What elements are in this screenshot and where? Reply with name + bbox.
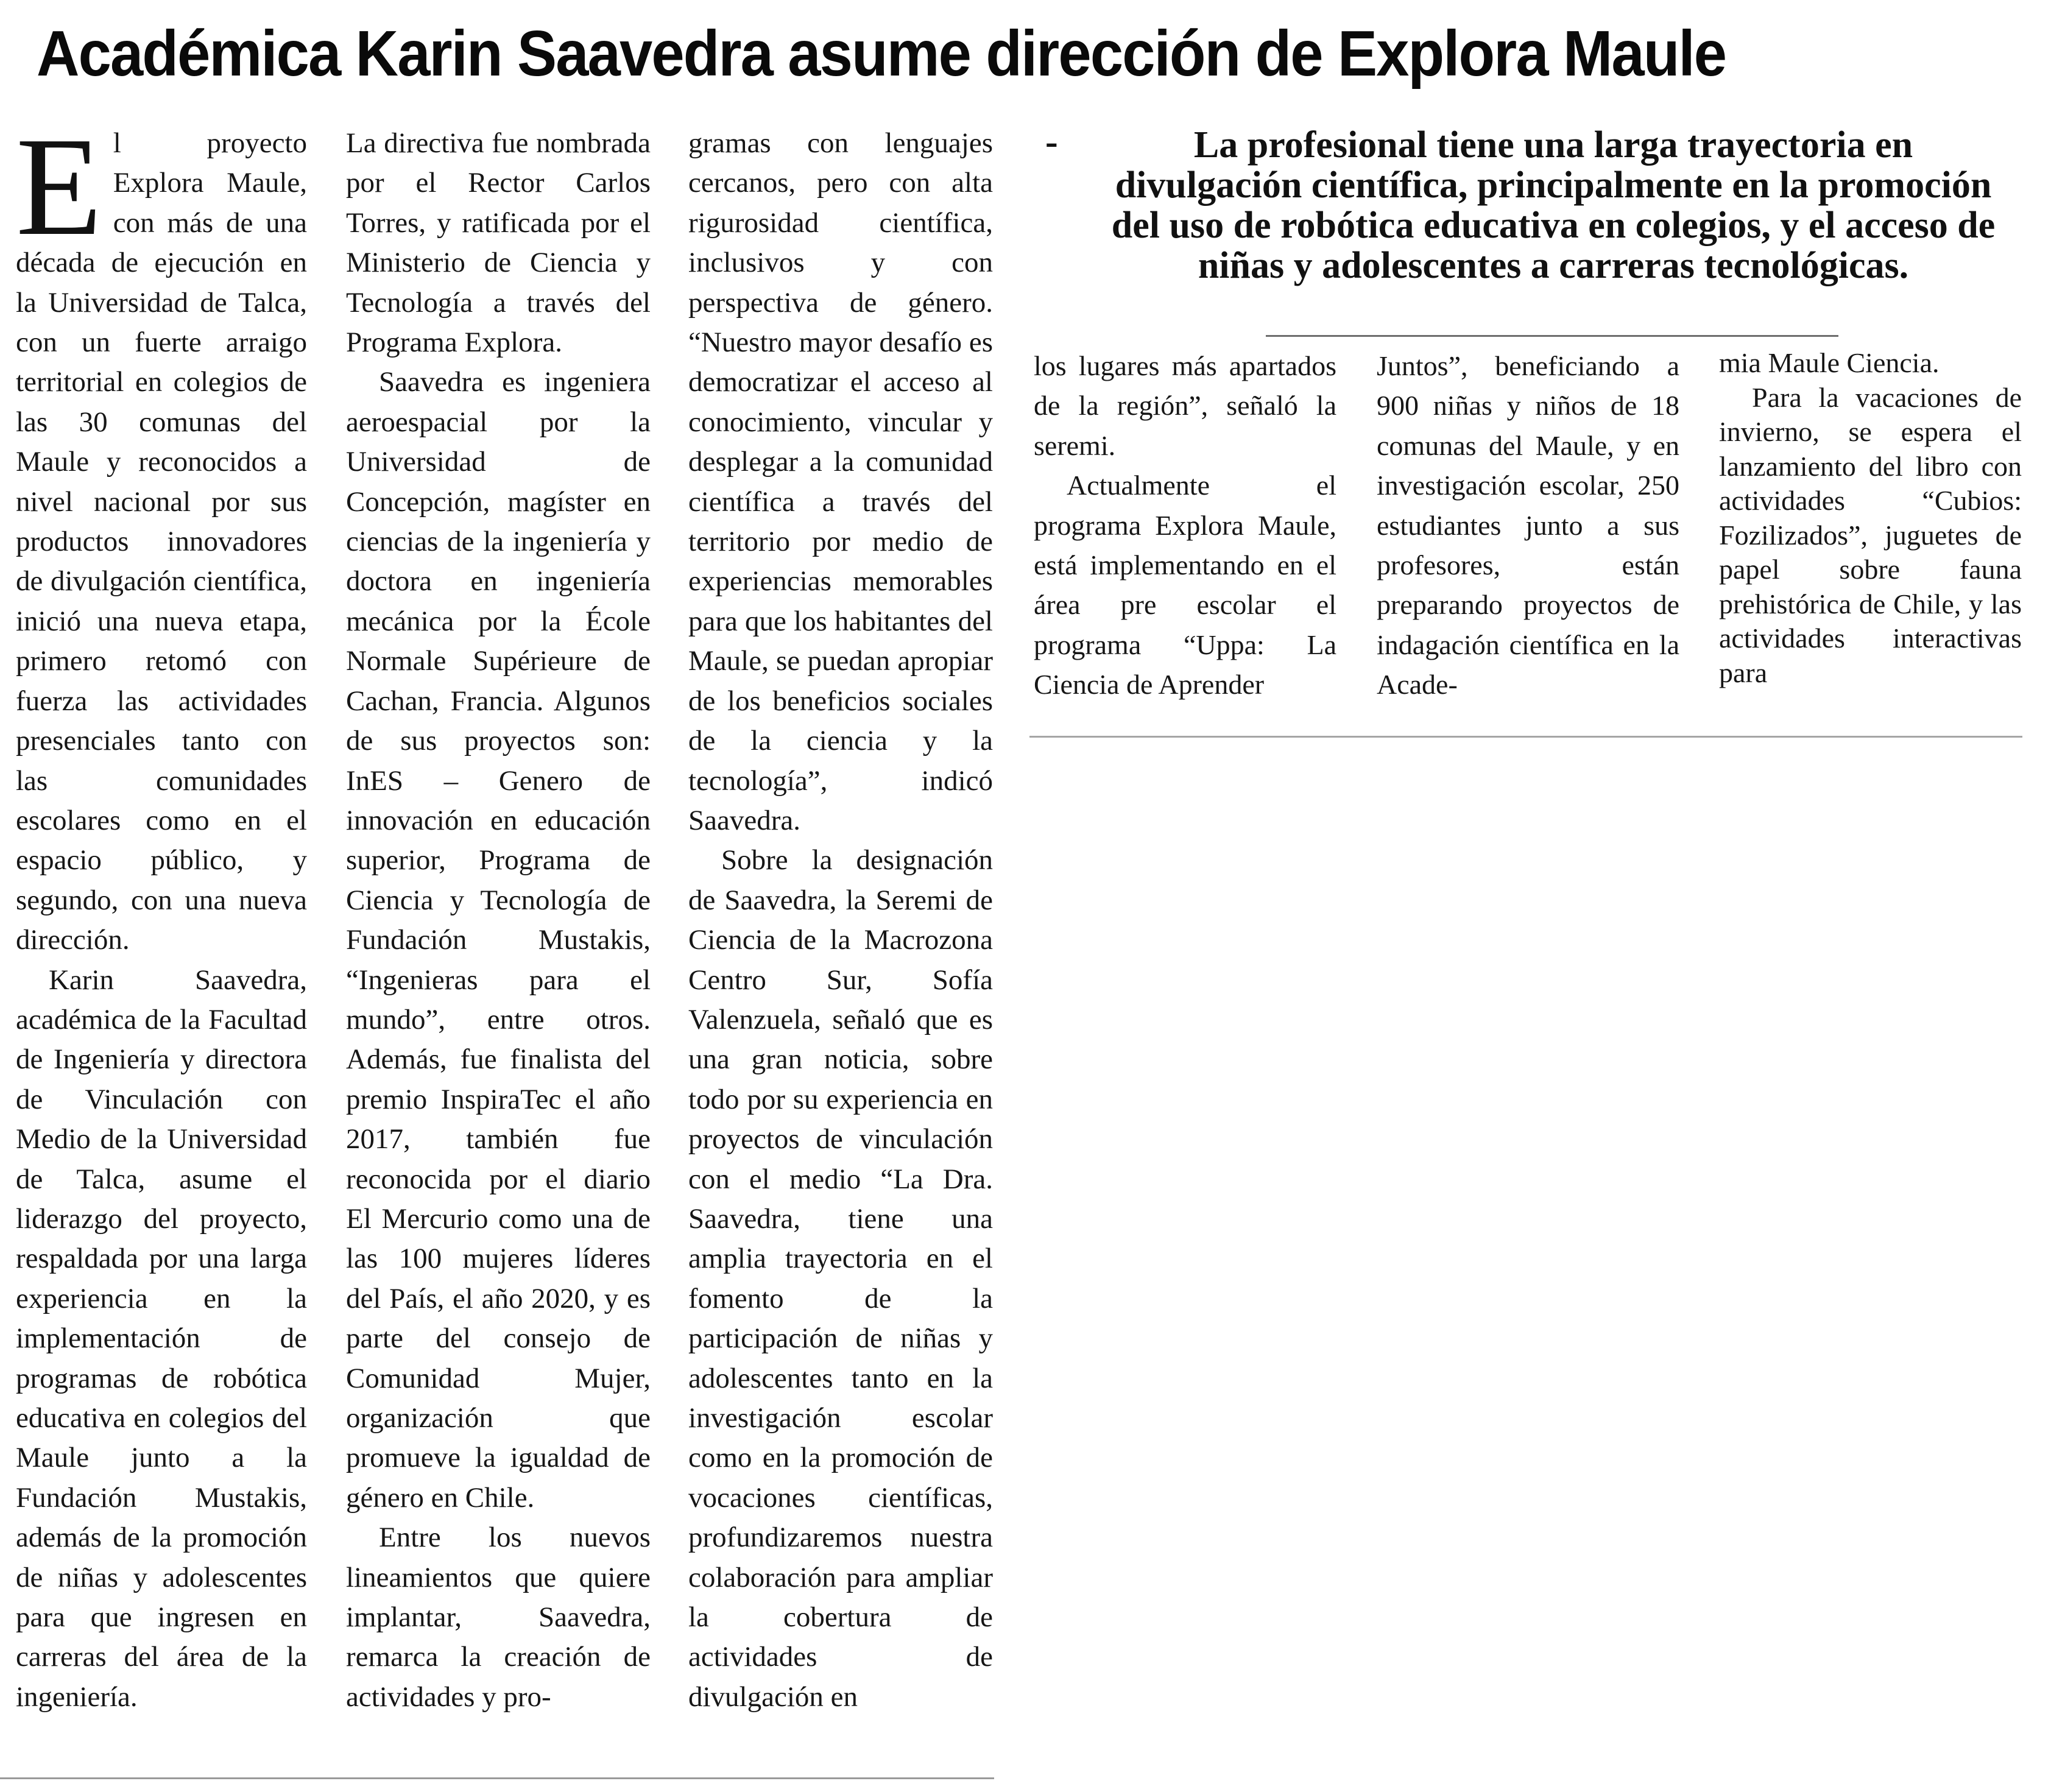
section-divider (1029, 736, 2022, 738)
paragraph: Para la vacaciones de invierno, se espera el lanzamiento del libro con actividades “Cubios: Fozilizados”, juguetes de papel sobre fauna prehistórica de Chile, y las actividades interactivas para (1719, 381, 2022, 688)
paragraph: Saavedra es ingeniera aeroespacial por la Universidad de Concepción, magíster en ciencias de la ingeniería y doctora en ingeniería mecánica por la École Normale Supérieure de Cachan, Francia. Algunos de sus proyectos son: InES – Genero de innovación en educación superior, Programa de Ciencia y Tecnología de Fundación Mustakis, “Ingenieras para el mundo”, entre otros. Además, fue finalista del premio InspiraTec el año 2017, también fue reconocida por el diario El Mercurio como una de las 100 mujeres líderes del País, el año 2020, y es parte del consejo de Comunidad Mujer, organización que promueve la igualdad de género en Chile. (346, 366, 651, 1514)
drop-cap: E (16, 108, 102, 265)
deck-divider (1266, 335, 1838, 337)
paragraph: Karin Saavedra, académica de la Facultad de Ingeniería y directora de Vinculación con Medio de la Universidad de Talca, asume el liderazgo del proyecto, respaldada por una larga experiencia en la implementación de programas de robótica educativa en colegios del Maule junto a la Fundación Mustakis, además de la promoción de niñas y adolescentes para que ingresen en carreras del área de la ingeniería. (16, 964, 307, 1713)
paragraph: La directiva fue nombrada por el Rector Carlos Torres, y ratificada por el Ministerio de Ciencia y Tecnología a través del Programa Explora. (346, 127, 651, 359)
article-column-5 (1377, 346, 1679, 705)
paragraph: Juntos”, beneficiando a 900 niñas y niños de 18 comunas del Maule, y en investigación escolar, 250 estudiantes junto a sus profesores, están preparando proyectos de indagación científica en la Acade- (1377, 350, 1679, 700)
article-column-3 (688, 124, 993, 1717)
paragraph: Actualmente el programa Explora Maule, está implementando en el área pre escolar el programa “Uppa: La Ciencia de Aprender (1034, 470, 1336, 700)
article-column-1 (16, 108, 307, 1717)
headline: Académica Karin Saavedra asume dirección de Explora Maule (37, 18, 1726, 90)
paragraph: l proyecto Explora Maule, con más de una década de ejecución en la Universidad de Talca, con un fuerte arraigo territorial en colegios de las 30 comunas del Maule y reconocidos a nivel nacional por sus productos innovadores de divulgación científica, inició una nueva etapa, primero retomó con fuerza las actividades presenciales tanto con las comunidades escolares como en el espacio público, y segundo, con una nueva dirección. (16, 127, 307, 956)
article-column-4 (1034, 346, 1336, 705)
paragraph: gramas con lenguajes cercanos, pero con alta rigurosidad científica, inclusivos y con perspectiva de género. “Nuestro mayor desafío es democratizar el acceso al conocimiento, vincular y desplegar a la comunidad científica a través del territorio por medio de experiencias memorables para que los habitantes del Maule, se puedan apropiar de los beneficios sociales de la ciencia y la tecnología”, indicó Saavedra. (688, 127, 993, 836)
deck-dash: - (1045, 121, 1058, 163)
paragraph: los lugares más apartados de la región”, señaló la seremi. (1034, 350, 1336, 461)
bottom-divider (0, 1777, 994, 1779)
paragraph: mia Maule Ciencia. (1719, 347, 1940, 378)
paragraph: Entre los nuevos lineamientos que quiere implantar, Saavedra, remarca la creación de actividades y pro- (346, 1522, 651, 1713)
paragraph: Sobre la designación de Saavedra, la Seremi de Ciencia de la Macrozona Centro Sur, Sofía Valenzuela, señaló que es una gran noticia, sobre todo por su experiencia en proyectos de vinculación con el medio “La Dra. Saavedra, tiene una amplia trayectoria en el fomento de la participación de niñas y adolescentes tanto en la investigación escolar como en la promoción de vocaciones científicas, profundizaremos nuestra colaboración para ampliar la cobertura de actividades de divulgación en (688, 844, 993, 1713)
article-column-2 (346, 124, 651, 1717)
article-column-6 (1719, 346, 2022, 690)
deck-subtitle: La profesional tiene una larga trayectoria en divulgación científica, principalmente en la promoción del uso de robótica educativa en colegios, y el acceso de niñas y adolescentes a carreras tecnológicas. (1111, 124, 1996, 286)
